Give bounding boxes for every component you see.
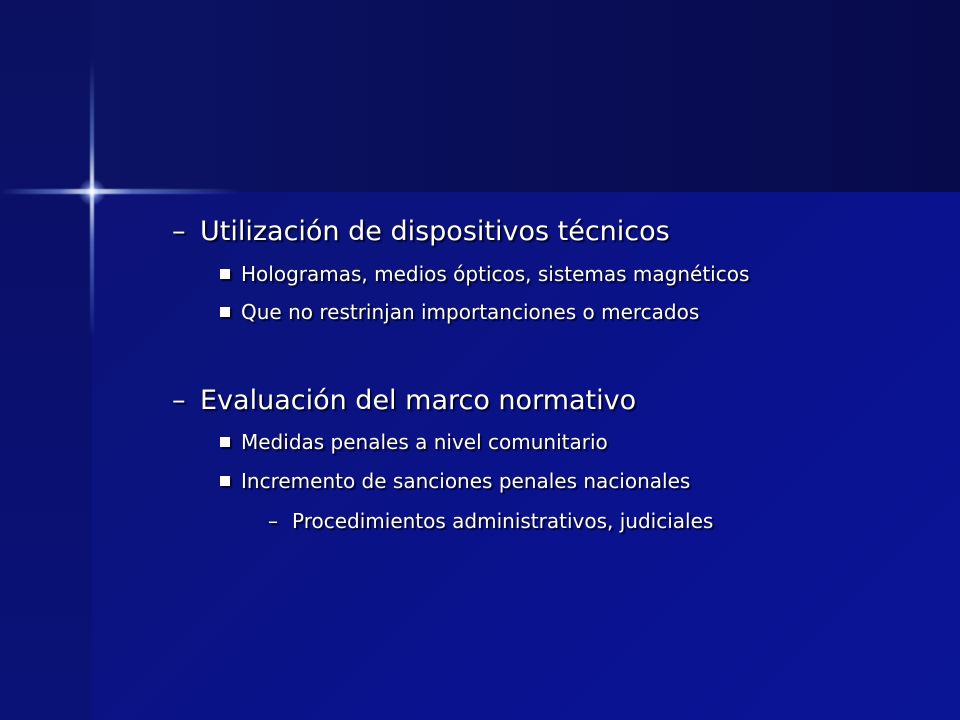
list-item (220, 262, 749, 286)
dash-bullet: – (268, 509, 278, 533)
sub-list-item (268, 509, 713, 533)
list-item (220, 300, 699, 324)
section-heading (172, 216, 670, 247)
list-item-text: Que no restrinjan importanciones o mercados (241, 300, 700, 324)
sub-list-item-text: Procedimientos administrativos, judiciales (292, 509, 714, 533)
dash-bullet: – (172, 216, 186, 247)
list-item-text: Hologramas, medios ópticos, sistemas magnéticos (241, 262, 750, 286)
section-heading-text: Evaluación del marco normativo (200, 385, 637, 416)
square-bullet-icon (220, 437, 230, 447)
list-item (220, 430, 608, 454)
square-bullet-icon (220, 269, 230, 279)
list-item-text: Medidas penales a nivel comunitario (241, 430, 608, 454)
dash-bullet: – (172, 385, 186, 416)
list-item (220, 469, 690, 493)
square-bullet-icon (220, 307, 230, 317)
square-bullet-icon (220, 476, 230, 486)
section-heading (172, 385, 636, 416)
section-heading-text: Utilización de dispositivos técnicos (200, 216, 670, 247)
list-item-text: Incremento de sanciones penales nacionales (241, 469, 691, 493)
